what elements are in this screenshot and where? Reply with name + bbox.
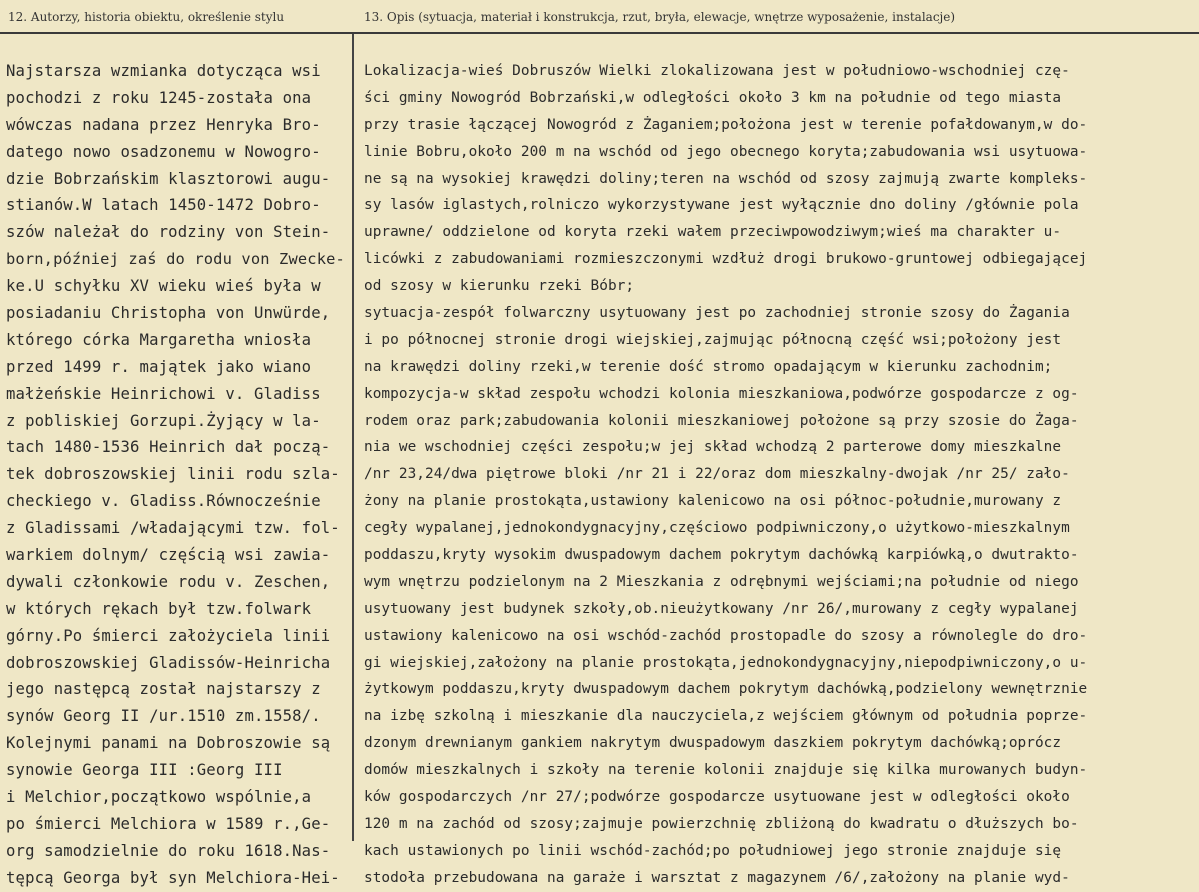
history-text-line: po śmierci Melchiora w 1589 r.,Ge- <box>6 814 331 833</box>
history-text-line: górny.Po śmierci założyciela linii <box>6 626 331 645</box>
history-text-line: z pobliskiej Gorzupi.Żyjący w la- <box>6 411 321 430</box>
column-divider <box>352 34 354 841</box>
history-text-line: posiadaniu Christopha von Unwürde, <box>6 304 331 323</box>
description-text-line: uprawne/ oddzielone od koryta rzeki wałem przeciwpowodziwym;wieś ma charakter u- <box>364 224 1062 241</box>
history-text-line: wówczas nadana przez Henryka Bro- <box>6 115 321 134</box>
history-text-line: synowie Georga III :Georg III <box>6 761 283 780</box>
description-text-line: licówki z zabudowaniami rozmieszczonymi wzdłuż drogi brukowo-gruntowej odbiegającej <box>364 251 1088 268</box>
description-text-line: ków gospodarczych /nr 27/;podwórze gospodarcze usytuowane jest w odległości około <box>364 789 1070 806</box>
description-text-line: /nr 23,24/dwa piętrowe bloki /nr 21 i 22/oraz dom mieszkalny-dwojak /nr 25/ zało- <box>364 466 1070 483</box>
history-text-line: checkiego v. Gladiss.Równocześnie <box>6 492 321 511</box>
history-text-line: małżeńskie Heinrichowi v. Gladiss <box>6 384 321 403</box>
description-text-line: ści gminy Nowogród Bobrzański,w odległości około 3 km na południe od tego miasta <box>364 89 1062 106</box>
section-13-heading: 13. Opis (sytuacja, materiał i konstrukcja, rzut, bryła, elewacje, wnętrze wyposażenie, instalacje) <box>364 10 956 24</box>
history-text-line: z Gladissami /władającymi tzw. fol- <box>6 519 340 538</box>
description-text-line: na krawędzi doliny rzeki,w terenie dość stromo opadającym w kierunku zachodnim; <box>364 358 1053 375</box>
history-text-line: org samodzielnie do roku 1618.Nas- <box>6 841 331 860</box>
history-text-line: którego córka Margaretha wniosła <box>6 330 312 349</box>
history-text-line: tępcą Georga był syn Melchiora-Hei- <box>6 868 340 887</box>
description-text-line: wym wnętrzu podzielonym na 2 Mieszkania z odrębnymi wejściami;na południe od niego <box>364 573 1079 590</box>
description-text-line: ne są na wysokiej krawędzi doliny;teren na wschód od szosy zajmują zwarte kompleks- <box>364 170 1088 187</box>
description-text-line: żytkowym poddaszu,kryty dwuspadowym dachem pokrytym dachówką,podzielony wewnętrznie <box>364 681 1088 698</box>
history-text-line: synów Georg II /ur.1510 zm.1558/. <box>6 707 321 726</box>
history-text-line: datego nowo osadzonemu w Nowogro- <box>6 142 321 161</box>
history-text-line: dywali członkowie rodu v. Zeschen, <box>6 572 331 591</box>
description-text-line: domów mieszkalnych i szkoły na terenie kolonii znajduje się kilka murowanych budyn- <box>364 762 1088 779</box>
history-text-line: warkiem dolnym/ częścią wsi zawia- <box>6 546 331 565</box>
description-text-line: na izbę szkolną i mieszkanie dla nauczyciela,z wejściem głównym od południa poprze- <box>364 708 1088 725</box>
history-text-line: Najstarsza wzmianka dotycząca wsi <box>6 62 321 80</box>
description-text-line: nia we wschodniej części zespołu;w jej skład wchodzą 2 parterowe domy mieszkalne <box>364 439 1062 456</box>
history-text-line: pochodzi z roku 1245-została ona <box>6 88 312 107</box>
description-text-line: od szosy w kierunku rzeki Bóbr; <box>364 278 635 295</box>
description-text-line: sytuacja-zespół folwarczny usytuowany jest po zachodniej stronie szosy do Żagania <box>364 305 1070 322</box>
description-text-line: i po północnej stronie drogi wiejskiej,zajmując północną część wsi;położony jest <box>364 331 1062 348</box>
history-text-line: tach 1480-1536 Heinrich dał począ- <box>6 438 331 457</box>
history-text-line: ke.U schyłku XV wieku wieś była w <box>6 277 321 296</box>
description-text-line: 120 m na zachód od szosy;zajmuje powierzchnię zbliżoną do kwadratu o dłuższych bo- <box>364 815 1079 832</box>
description-text-line: usytuowany jest budynek szkoły,ob.nieużytkowany /nr 26/,murowany z cegły wypalanej <box>364 600 1079 617</box>
description-text-line: żony na planie prostokąta,ustawiony kalenicowo na osi północ-południe,murowany z <box>364 493 1062 510</box>
description-text-line: gi wiejskiej,założony na planie prostokąta,jednokondygnacyjny,niepodpiwniczony,o u- <box>364 654 1088 671</box>
history-text-line: szów należał do rodziny von Stein- <box>6 223 331 242</box>
history-text-line: jego następcą został najstarszy z <box>6 680 321 699</box>
history-column <box>6 58 348 892</box>
description-text-line: cegły wypalanej,jednokondygnacyjny,częściowo podpiwniczony,o użytkowo-mieszkalnym <box>364 520 1070 537</box>
history-text-line: w których rękach był tzw.folwark <box>6 599 312 618</box>
history-text-line: i Melchior,początkowo wspólnie,a <box>6 788 312 807</box>
history-text-line: przed 1499 r. majątek jako wiano <box>6 357 312 376</box>
description-text-line: przy trasie łączącej Nowogród z Żaganiem;położona jest w terenie pofałdowanym,w do- <box>364 116 1088 133</box>
section-12-heading: 12. Autorzy, historia obiektu, określenie stylu <box>8 10 285 24</box>
description-text-line: rodem oraz park;zabudowania kolonii mieszkaniowej położone są przy szosie do Żaga- <box>364 412 1079 429</box>
description-text-line: dzonym drewnianym gankiem nakrytym dwuspadowym daszkiem pokrytym dachówką;oprócz <box>364 735 1062 752</box>
history-text-line: dzie Bobrzańskim klasztorowi augu- <box>6 169 331 188</box>
description-text-line: poddaszu,kryty wysokim dwuspadowym dachem pokrytym dachówką karpiówką,o dwutrakto- <box>364 547 1079 564</box>
history-text-line: Kolejnymi panami na Dobroszowie są <box>6 734 331 753</box>
description-text-line: stodoła przebudowana na garaże i warsztat z magazynem /6/,założony na planie wyd- <box>364 869 1070 886</box>
description-text-line: kompozycja-w skład zespołu wchodzi kolonia mieszkaniowa,podwórze gospodarcze z og- <box>364 385 1079 402</box>
history-text-line: stianów.W latach 1450-1472 Dobro- <box>6 196 321 215</box>
history-text-line: dobroszowskiej Gladissów-Heinricha <box>6 653 331 672</box>
description-text-line: sy lasów iglastych,rolniczo wykorzystywane jest wyłącznie dno doliny /głównie pola <box>364 197 1079 214</box>
history-text-line: born,później zaś do rodu von Zwecke- <box>6 250 345 269</box>
description-text-line: kach ustawionych po linii wschód-zachód;po południowej jego stronie znajduje się <box>364 842 1062 859</box>
description-text-line: ustawiony kalenicowo na osi wschód-zachód prostopadle do szosy a równolegle do dro- <box>364 627 1088 644</box>
history-text-line: tek dobroszowskiej linii rodu szla- <box>6 465 340 484</box>
header-divider <box>0 32 1199 34</box>
description-text-line: linie Bobru,około 200 m na wschód od jego obecnego koryta;zabudowania wsi usytuowa- <box>364 143 1088 160</box>
description-text-line: Lokalizacja-wieś Dobruszów Wielki zlokalizowana jest w południowo-wschodniej czę- <box>364 63 1070 79</box>
description-column <box>364 58 1194 892</box>
